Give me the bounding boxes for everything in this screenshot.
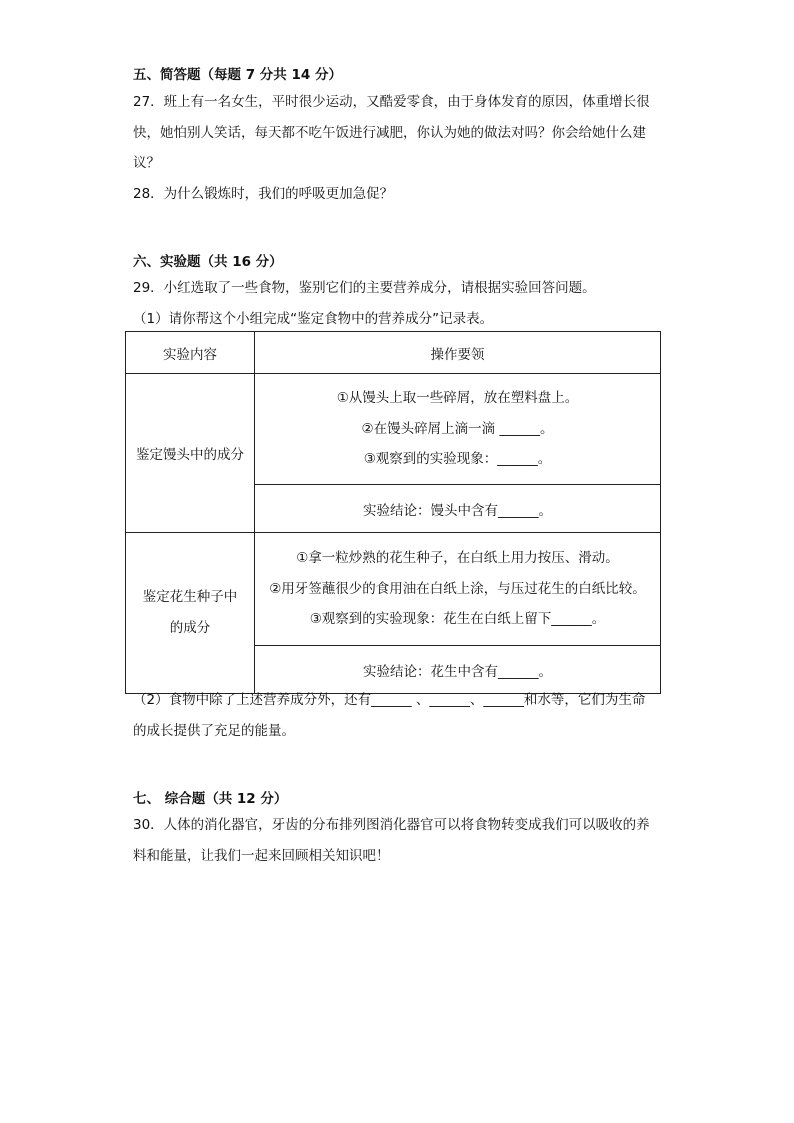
- peanut-step-2: ②用牙签蘸很少的食用油在白纸上涂，与压过花生的白纸比较。: [269, 580, 646, 597]
- question-27-line-1: 27．班上有一名女生，平时很少运动，又酷爱零食，由于身体发育的原因，体重增长很: [133, 94, 650, 110]
- question-29: 29．小红选取了一些食物，鉴别它们的主要营养成分，请根据实验回答问题。: [133, 280, 596, 296]
- question-30-line-2: 料和能量，让我们一起来回顾相关知识吧！: [133, 848, 390, 864]
- mantou-step-3: ③观察到的实验现象：______。: [363, 451, 552, 468]
- peanut-label-line-2: 的成分: [169, 620, 211, 636]
- section-5-heading: 五、简答题（每题 7 分共 14 分）: [133, 67, 342, 83]
- mantou-conclusion: 实验结论：馒头中含有______。: [255, 485, 661, 533]
- mantou-step-2: ②在馒头碎屑上滴一滴 ______。: [361, 420, 554, 437]
- question-27-line-2: 快，她怕别人笑话，每天都不吃午饭进行减肥，你认为她的做法对吗？你会给她什么建: [133, 125, 646, 141]
- question-28: 28．为什么锻炼时，我们的呼吸更加急促？: [133, 186, 394, 202]
- table-row: [126, 533, 661, 646]
- question-30-line-1: 30．人体的消化器官，牙齿的分布排列图消化器官可以将食物转变成我们可以吸收的养: [133, 817, 650, 833]
- section-7-heading: 七、 综合题（共 12 分）: [133, 791, 288, 807]
- table-header-content: 实验内容: [126, 332, 255, 374]
- question-27-line-3: 议？: [133, 155, 160, 171]
- question-29-part-2-line-2: 的成长提供了充足的能量。: [133, 723, 295, 739]
- peanut-conclusion: 实验结论：花生中含有______。: [255, 646, 661, 694]
- question-29-part-2-line-1: （2）食物中除了上述营养成分外，还有______ 、______、______和水等，它们为生命: [133, 692, 646, 708]
- table-row: [126, 374, 661, 485]
- experiment-record-table: [125, 331, 661, 694]
- row-label-peanut: [126, 533, 255, 694]
- row-label-mantou: 鉴定馒头中的成分: [126, 374, 255, 533]
- peanut-label-line-1: 鉴定花生种子中: [142, 589, 238, 605]
- peanut-step-3: ③观察到的实验现象：花生在白纸上留下______。: [309, 611, 606, 628]
- peanut-steps-cell: [255, 533, 661, 646]
- peanut-step-1: ①拿一粒炒熟的花生种子，在白纸上用力按压、滑动。: [296, 550, 619, 567]
- table-header-procedure: 操作要领: [255, 332, 661, 374]
- mantou-step-1: ①从馒头上取一些碎屑，放在塑料盘上。: [336, 390, 579, 407]
- question-29-part-1: （1）请你帮这个小组完成“鉴定食物中的营养成分”记录表。: [133, 311, 494, 327]
- section-6-heading: 六、实验题（共 16 分）: [133, 254, 283, 270]
- mantou-steps-cell: [255, 374, 661, 485]
- table-header-row: [126, 332, 661, 374]
